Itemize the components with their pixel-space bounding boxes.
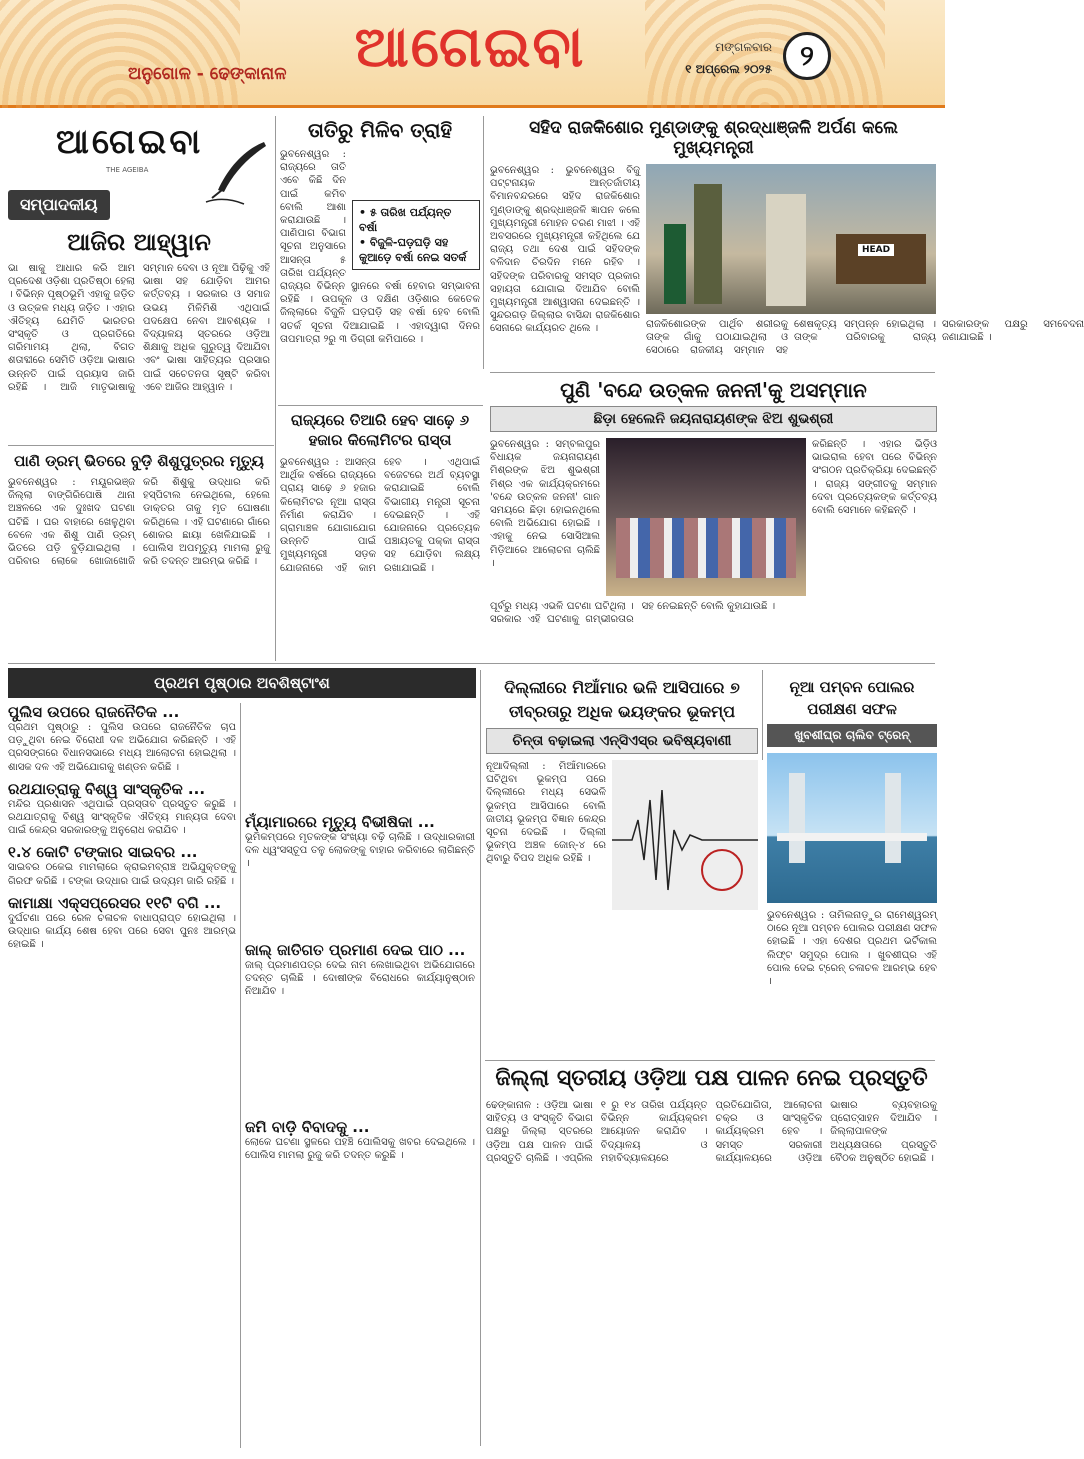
cont-land [245,1118,475,1162]
story-bande-body-right: କରିଛନ୍ତି । ଏହାର ଭିଡ଼ିଓ ଭାଇରାଲ ହେବା ପରେ ବିଭିନ୍ନ ସଂଗଠନ ପ୍ରତିକ୍ରିୟା ଦେଇଛନ୍ତି । ରାଜ୍ୟ ସଙ୍ଗୀତକୁ ସମ୍ମାନ ଦେବା ପ୍ରତ୍ୟେକଙ୍କ କର୍ତ୍ତବ୍ୟ ବୋଲି ସେମାନେ କହିଛନ୍ତି । [812,439,937,517]
cont-police-title: ପୁଲିସ ଉପରେ ରାଜନୈତିକ ... [8,703,180,721]
photo-cm-figure [766,194,806,306]
story-quake-body: ନୂଆଦିଲ୍ଲୀ : ମିଆଁମାରରେ ଘଟିଥିବା ଭୂକମ୍ପ ପରେ ଦିଲ୍ଲୀରେ ମଧ୍ୟ ସେଭଳି ଭୂକମ୍ପ ଆସିପାରେ ବୋଲି ଜାତୀୟ ଭୂକମ୍ପ ବିଜ୍ଞାନ କେନ୍ଦ୍ର ସୂଚନା ଦେଇଛି । ଦିଲ୍ଲୀ ଭୂକମ୍ପ ଅଞ୍ଚଳ ଜୋନ୍-୪ ରେ ଥିବାରୁ ବିପଦ ଅଧିକ ରହିଛି । [486,761,606,865]
story-odia-body: ଢେଙ୍କାନାଳ : ଓଡ଼ିଆ ଭାଷା ସାହିତ୍ୟ ଓ ସଂସ୍କୃତି ବିଭାଗ ପକ୍ଷରୁ ଜିଲ୍ଲା ସ୍ତରରେ ଓଡ଼ିଆ ପକ୍ଷ ପାଳନ ପାଇଁ ପ୍ରସ୍ତୁତି ଚାଲିଛି । ଏପ୍ରିଲ ୧ ରୁ ୧୪ ତାରିଖ ପର୍ଯ୍ୟନ୍ତ ବିଭିନ୍ନ କାର୍ଯ୍ୟକ୍ରମ ଆୟୋଜନ କରାଯିବ । ବିଦ୍ୟାଳୟ ଓ ମହାବିଦ୍ୟାଳୟରେ ପ୍ରତିଯୋଗିତା, ଆଲୋଚନା ଚକ୍ର ଓ ସାଂସ୍କୃତିକ କାର୍ଯ୍ୟକ୍ରମ ହେବ । ସମସ୍ତ ସରକାରୀ କାର୍ଯ୍ୟାଳୟରେ ଓଡ଼ିଆ ଭାଷାର ବ୍ୟବହାରକୁ ପ୍ରୋତ୍ସାହନ ଦିଆଯିବ । ଜିଲ୍ଲାପାଳଙ୍କ ଅଧ୍ୟକ୍ଷତାରେ ପ୍ରସ୍ତୁତି ବୈଠକ ଅନୁଷ୍ଠିତ ହୋଇଛି । [486,1100,937,1164]
weather-highlight-box [352,200,480,270]
cont-fake-caste [245,941,475,999]
story-bande-body-left: ଭୁବନେଶ୍ୱର : ସମ୍ବଲପୁର ବିଧାୟକ ଜୟନାରାୟଣ ମିଶ୍ରଙ୍କ ଝିଅ ଶୁଭଶ୍ରୀ ମିଶ୍ର ଏକ କାର୍ଯ୍ୟକ୍ରମରେ 'ବନ୍ଦେ ଉତ୍କଳ ଜନନୀ' ଗାନ ସମୟରେ ଛିଡ଼ା ହୋଇନଥିଲେ ବୋଲି ଅଭିଯୋଗ ହୋଇଛି । ଏହାକୁ ନେଇ ସୋସିଆଲ ମିଡ଼ିଆରେ ଆଲୋଚନା ଚାଲିଛି । [490,439,600,569]
seismograph-ring [702,850,742,890]
region-label: ଅନୁଗୋଳ - ଢେଙ୍କାନାଳ [128,64,287,84]
photo-bridge-span [777,833,927,841]
story-heat-body: ଭୁବନେଶ୍ୱର : ରାଜ୍ୟରେ ତାତି ଏବେ କିଛି ଦିନ ପାଇଁ କମିବ ବୋଲି ଆଶା କରାଯାଉଛି । ପାଣିପାଗ ବିଭାଗ ସୂଚନା ଅନୁସାରେ ଆସନ୍ତା ୫ ତାରିଖ ପର୍ଯ୍ୟନ୍ତ ରାଜ୍ୟର ବିଭିନ୍ନ ସ୍ଥାନରେ ବର୍ଷା ହେବାର ସମ୍ଭାବନା ରହିଛି । ଉପକୂଳ ଓ ଦକ୍ଷିଣ ଓଡ଼ିଶାର କେତେକ ଜିଲ୍ଲାରେ ବିଜୁଳି ଘଡ଼ଘଡ଼ି ସହ ବର୍ଷା ହେବ ବୋଲି ସତର୍କ ସୂଚନା ଦିଆଯାଇଛି । ଏହାଦ୍ୱାରା ଦିନର ତାପମାତ୍ରା ୨ରୁ ୩ ଡିଗ୍ରୀ କମିପାରେ । [280,149,480,345]
story-heat-title: ତାତିରୁ ମିଳିବ ତ୍ରାହି [307,118,453,142]
story-cm-tail: ରାଜକିଶୋରଙ୍କ ପାର୍ଥିବ ଶରୀରକୁ ତାଙ୍କ ଗାଁକୁ ପଠାଯାଇଥିଲା ଓ ସେଠାରେ ରାଜକୀୟ ସମ୍ମାନ ସହ ଶେଷକୃତ୍ୟ ସମ୍ପନ୍ନ ହୋଇଥିଲା । ତାଙ୍କ ପରିବାରକୁ ରାଜ୍ୟ ସରକାରଙ୍କ ପକ୍ଷରୁ ସମବେଦନା ଜଣାଯାଇଛି । [646,319,1084,357]
weekday: ମଙ୍ଗଳବାର [715,40,772,54]
story-bande-utkala [490,378,937,658]
weather-highlight-1: • ୫ ତାରିଖ ପର୍ଯ୍ୟନ୍ତ ବର୍ଷା [359,206,452,234]
story-child-drown [8,452,270,657]
masthead-ornament-left [0,0,240,108]
editorial-title: ଆଜିର ଆହ୍ୱାନ [67,228,211,256]
story-cm-title: ସହିଦ ରାଜକିଶୋର ମୁଣ୍ଡାଙ୍କୁ ଶ୍ରଦ୍ଧାଞ୍ଜଳି ଅର୍ପଣ କଲେ ମୁଖ୍ୟମନ୍ତ୍ରୀ [529,118,898,158]
story-bridge-subtitle: ଖୁବଶୀଘ୍ର ଚାଲିବ ଟ୍ରେନ୍ [767,724,937,747]
cont-police [8,703,236,774]
continuations-right [245,703,475,1448]
story-quake-title: ଦିଲ୍ଲୀରେ ମିଆଁମାର ଭଳି ଆସିପାରେ ୭ ତୀବ୍ରତାରୁ ଅଧିକ ଭୟଙ୍କର ଭୂକମ୍ପ [504,678,740,721]
editorial-band: ସମ୍ପାଦକୀୟ [8,190,110,220]
story-road [280,410,480,660]
seismograph-image [612,760,758,910]
cont-cyber [8,843,236,887]
head-plate: HEAD [858,244,894,256]
story-odia-title: ଜିଲ୍ଲା ସ୍ତରୀୟ ଓଡ଼ିଆ ପକ୍ଷ ପାଳନ ନେଇ ପ୍ରସ୍ତୁତି [495,1066,928,1091]
cont-cyber-body: ସାଇବର ଠକେଇ ମାମଲାରେ କ୍ରାଇମବ୍ରାଞ୍ଚ ଅଭିଯୁକ୍ତଙ୍କୁ ଗିରଫ କରିଛି । ଟଙ୍କା ଉଦ୍ଧାର ପାଇଁ ଉଦ୍ୟମ ଜାରି ରହିଛି । [8,862,236,887]
continuations-left [8,703,236,1448]
quill-pen-icon [204,138,274,208]
story-road-title: ରାଜ୍ୟରେ ତିଆରି ହେବ ସାଢ଼େ ୬ ହଜାର କିଲୋମିଟର ରାସ୍ତା [290,411,470,449]
story-heat-relief [280,118,480,401]
story-pamban-bridge [767,676,937,1056]
story-odia-paksha [486,1066,937,1448]
cont-myanmar-body: ଭୂମିକମ୍ପରେ ମୃତକଙ୍କ ସଂଖ୍ୟା ବଢ଼ି ଚାଲିଛି । ଉଦ୍ଧାରକାରୀ ଦଳ ଧ୍ୱଂସସ୍ତୂପ ତଳୁ ଲୋକଙ୍କୁ ବାହାର କରିବାରେ ଲାଗିଛନ୍ତି । [245,832,475,870]
cont-rathayatra-title: ରଥଯାତ୍ରାକୁ ବିଶ୍ୱ ସାଂସ୍କୃତିକ ... [8,779,206,798]
event-audience-photo [606,438,806,596]
cm-tribute-photo [646,164,936,314]
cont-myanmar [245,813,475,871]
cont-myanmar-title: ମ୍ୟାଁମାରରେ ମୃତ୍ୟୁ ବିଭୀଷିକା ... [245,813,435,831]
editorial-body: ଭା ଷାକୁ ଆଧାର କରି ଆମ ପ୍ରଦେଶ ଓଡ଼ିଶା ପ୍ରତିଷ୍ଠା ହେଲା । ବିଭିନ୍ନ ପୃଷ୍ଠଭୂମି ଏହାକୁ ଜଡ଼ିତ ଓ ଉତ୍କଳ ମଧ୍ୟ ଜଡ଼ିତ । ଏହାର ଐତିହ୍ୟ ଯେମିତି ଭାରତର ସଂସ୍କୃତି ଓ ପ୍ରଗତିରେ ଗରିମାମୟ ଥିଲା, ବିଗତ ଶତାବ୍ଦୀରେ ସେମିତି ଓଡ଼ିଆ ଭାଷାର ଉନ୍ନତି ପାଇଁ ପ୍ରୟାସ ଜାରି ରହିଛି । ଆଜି ମାତୃଭାଷାକୁ ସମ୍ମାନ ଦେବା ଓ ନୂଆ ପିଢ଼ିକୁ ଏହି ଭାଷା ସହ ଯୋଡ଼ିବା ଆମର କର୍ତ୍ତବ୍ୟ । ସରକାର ଓ ସମାଜ ଉଭୟ ମିଳିମିଶି ଏଥିପାଇଁ ପଦକ୍ଷେପ ନେବା ଆବଶ୍ୟକ । ବିଦ୍ୟାଳୟ ସ୍ତରରେ ଓଡ଼ିଆ ଶିକ୍ଷାକୁ ଅଧିକ ଗୁରୁତ୍ୱ ଦିଆଯିବା ଏବଂ ଭାଷା ସାହିତ୍ୟର ପ୍ରସାର ପାଇଁ ସଚେତନତା ସୃଷ୍ଟି କରିବା ଏବେ ଆଜିର ଆହ୍ୱାନ । [8,263,270,393]
photo-bridge-tower-right [885,773,901,863]
seismograph-trace [612,790,758,890]
cont-kamakhya [8,894,236,952]
cont-cyber-title: ୧.୪ କୋଟି ଟଙ୍କାର ସାଇବର ... [8,843,198,862]
story-cm-tribute [490,118,1084,368]
cont-kamakhya-body: ଦୁର୍ଘଟଣା ପରେ ରେଳ ଚଳାଚଳ ବାଧାପ୍ରାପ୍ତ ହୋଇଥିଲା । ଉଦ୍ଧାର କାର୍ଯ୍ୟ ଶେଷ ହେବା ପରେ ସେବା ପୁନଃ ଆରମ୍ଭ ହୋଇଛି । [8,912,236,951]
editorial-logo: ଆଗେଇବା [56,122,204,162]
photo-bridge-tower-left [789,773,805,863]
cont-land-title: ଜମି ବାଡ଼ି ବିବାଦକୁ ... [245,1118,370,1137]
story-child-body: ଭୁବନେଶ୍ୱର : ମୟୂରଭଞ୍ଜ ଜିଲ୍ଲା ବାଙ୍ଗିରିପୋଷି ଥାନା ଅଞ୍ଚଳରେ ଏକ ଦୁଃଖଦ ଘଟଣା ଘଟିଛି । ଘର ବାହାରେ ଖେଳୁଥିବା ବେଳେ ଏକ ଶିଶୁ ପାଣି ଡ୍ରମ୍ ଭିତରେ ପଡ଼ି ବୁଡ଼ିଯାଇଥିଲା । ପରିବାର ଲୋକେ ଖୋଜାଖୋଜି କରି ଶିଶୁକୁ ଉଦ୍ଧାର କରି ହସ୍ପିଟାଲ ନେଇଥିଲେ, ହେଲେ ଡାକ୍ତର ତାକୁ ମୃତ ଘୋଷଣା କରିଥିଲେ । ଏହି ଘଟଣାରେ ଗାଁରେ ଶୋକର ଛାୟା ଖେଳିଯାଇଛି । ପୋଲିସ ଅପମୃତ୍ୟୁ ମାମଲା ରୁଜୁ କରି ତଦନ୍ତ ଆରମ୍ଭ କରିଛି । [8,477,270,568]
story-bande-title: ପୁଣି 'ବନ୍ଦେ ଉତ୍କଳ ଜନନୀ'କୁ ଅସମ୍ମାନ [560,378,867,402]
pamban-bridge-photo [767,753,937,903]
story-child-title: ପାଣି ଡ୍ରମ୍ ଭିତରେ ବୁଡ଼ି ଶିଶୁପୁତ୍ରର ମୃତ୍ୟୁ [14,452,264,470]
cont-land-body: ଲୋକେ ଘଟଣା ସ୍ଥଳରେ ପହଞ୍ଚି ପୋଲିସକୁ ଖବର ଦେଇଥିଲେ । ପୋଲିସ ମାମଲା ରୁଜୁ କରି ତଦନ୍ତ କରୁଛି । [245,1137,475,1162]
photo-audience-row [616,518,796,578]
masthead [0,0,945,108]
continuation-section-band: ପ୍ରଥମ ପୃଷ୍ଠାର ଅବଶିଷ୍ଟାଂଶ [8,668,476,698]
story-bande-subtitle: ଛିଡ଼ା ହେଲେନି ଜୟନାରାୟଣଙ୍କ ଝିଅ ଶୁଭଶ୍ରୀ [490,406,937,432]
photo-flag-stand [664,224,686,304]
cont-police-body: ପ୍ରଥମ ପୃଷ୍ଠାରୁ : ପୁଲିସ ଉପରେ ରାଜନୈତିକ ଚାପ ପଡ଼ୁଥିବା ନେଇ ବିରୋଧୀ ଦଳ ଅଭିଯୋଗ କରିଛନ୍ତି । ଏହି ପ୍ରସଙ୍ଗରେ ବିଧାନସଭାରେ ମଧ୍ୟ ଆଲୋଚନା ହୋଇଥିଲା । ଶାସକ ଦଳ ଏହି ଅଭିଯୋଗକୁ ଖଣ୍ଡନ କରିଛି । [8,722,236,773]
cont-kamakhya-title: କାମାକ୍ଷା ଏକ୍ସପ୍ରେସର ୧୧ଟି ବଗି ... [8,893,222,912]
story-cm-body: ଭୁବନେଶ୍ୱର : ଭୁବନେଶ୍ୱର ବିଜୁ ପଟ୍ଟନାୟକ ଆନ୍ତର୍ଜାତୀୟ ବିମାନବନ୍ଦରରେ ସହିଦ ରାଜକିଶୋର ମୁଣ୍ଡାଙ୍କୁ ଶ୍ରଦ୍ଧାଞ୍ଜଳି ଜ୍ଞାପନ କଲେ ମୁଖ୍ୟମନ୍ତ୍ରୀ ମୋହନ ଚରଣ ମାଝୀ । ଏହି ଅବସରରେ ମୁଖ୍ୟମନ୍ତ୍ରୀ କହିଥିଲେ ଯେ ରାଜ୍ୟ ତଥା ଦେଶ ପାଇଁ ସହିଦଙ୍କ ବଳିଦାନ ଚିରଦିନ ମନେ ରହିବ । ସହିଦଙ୍କ ପରିବାରକୁ ସମସ୍ତ ପ୍ରକାର ସହାୟତା ଯୋଗାଇ ଦିଆଯିବ ବୋଲି ମୁଖ୍ୟମନ୍ତ୍ରୀ ଆଶ୍ୱାସନା ଦେଇଛନ୍ତି । ସୁନ୍ଦରଗଡ଼ ଜିଲ୍ଲାର ବାସିନ୍ଦା ରାଜକିଶୋର ସେନାରେ କାର୍ଯ୍ୟରତ ଥିଲେ । [490,165,640,335]
photo-coffin [836,234,926,284]
editorial-block [8,118,270,440]
story-bande-body-bottom: ପୂର୍ବରୁ ମଧ୍ୟ ଏଭଳି ଘଟଣା ଘଟିଥିଲା । ସରକାର ଏହି ଘଟଣାକୁ ଗମ୍ଭୀରତାର ସହ ନେଇଛନ୍ତି ବୋଲି କୁହାଯାଉଛି । [490,601,776,626]
photo-soldier [694,184,722,304]
story-road-body: ଭୁବନେଶ୍ୱର : ଆସନ୍ତା ଆର୍ଥିକ ବର୍ଷରେ ରାଜ୍ୟରେ ପ୍ରାୟ ସାଢ଼େ ୬ ହଜାର କିଲୋମିଟର ନୂଆ ରାସ୍ତା ନିର୍ମାଣ କରାଯିବ । ଗ୍ରାମାଞ୍ଚଳ ଯୋଗାଯୋଗ ଉନ୍ନତି ପାଇଁ ମୁଖ୍ୟମନ୍ତ୍ରୀ ସଡ଼କ ଯୋଜନାରେ ଏହି କାମ ହେବ । ଏଥିପାଇଁ ବଜେଟରେ ଅର୍ଥ ବ୍ୟବସ୍ଥା କରାଯାଇଛି ବୋଲି ବିଭାଗୀୟ ମନ୍ତ୍ରୀ ସୂଚନା ଦେଇଛନ୍ତି । ଏହି ଯୋଜନାରେ ପ୍ରତ୍ୟେକ ପଞ୍ଚାୟତକୁ ପକ୍କା ରାସ୍ତା ସହ ଯୋଡ଼ିବା ଲକ୍ଷ୍ୟ ରଖାଯାଇଛି । [280,457,480,574]
page-number: ୨ [783,32,831,80]
story-delhi-quake [486,676,758,1056]
cont-fake-caste-body: ଜାଲ୍ ପ୍ରମାଣପତ୍ର ଦେଇ ନାମ ଲେଖାଇଥିବା ଅଭିଯୋଗରେ ତଦନ୍ତ ଚାଲିଛି । ଦୋଷୀଙ୍କ ବିରୋଧରେ କାର୍ଯ୍ୟାନୁଷ୍ଠାନ ନିଆଯିବ । [245,959,475,998]
editorial-logo-sub: THE AGEIBA [106,166,149,174]
brand-logo: ଆଗେଇବା [354,14,586,80]
story-bridge-body: ଭୁବନେଶ୍ୱର : ତାମିଲନାଡ଼ୁର ରାମେଶ୍ୱରମ୍ ଠାରେ ନୂଆ ପମ୍ବନ ପୋଲର ପରୀକ୍ଷଣ ସଫଳ ହୋଇଛି । ଏହା ଦେଶର ପ୍ରଥମ ଭର୍ଟିକାଲ ଲିଫ୍ଟ ସମୁଦ୍ର ପୋଲ । ଖୁବଶୀଘ୍ର ଏହି ପୋଲ ଦେଇ ଟ୍ରେନ୍ ଚଳାଚଳ ଆରମ୍ଭ ହେବ । [767,910,937,988]
cont-rathayatra-body: ମନ୍ଦିର ପ୍ରଶାସନ ଏଥିପାଇଁ ପ୍ରସ୍ତାବ ପ୍ରସ୍ତୁତ କରୁଛି । ରଥଯାତ୍ରାକୁ ବିଶ୍ୱ ସାଂସ୍କୃତିକ ଐତିହ୍ୟ ମାନ୍ୟତା ଦେବା ପାଇଁ କେନ୍ଦ୍ର ସରକାରଙ୍କୁ ଅନୁରୋଧ କରାଯିବ । [8,798,236,837]
cont-rathayatra [8,780,236,838]
weather-highlight-2: • ବିଜୁଳି-ଘଡ଼ଘଡ଼ି ସହ କୁଆଡ଼େ ବର୍ଷା ନେଇ ସତର୍କ [359,236,467,264]
issue-date: ୧ ଅପ୍ରେଲ ୨୦୨୫ [685,62,772,76]
story-bridge-title: ନୂଆ ପମ୍ବନ ପୋଲର ପରୀକ୍ଷଣ ସଫଳ [789,678,915,718]
cont-fake-caste-title: ଜାଲ୍ ଜାତିଗତ ପ୍ରମାଣ ଦେଇ ପାଠ ... [245,940,466,959]
story-quake-subtitle: ଚିନ୍ତା ବଢ଼ାଇଲା ଏନ୍‌ସିଏସ୍‌ର ଭବିଷ୍ୟବାଣୀ [486,728,758,754]
